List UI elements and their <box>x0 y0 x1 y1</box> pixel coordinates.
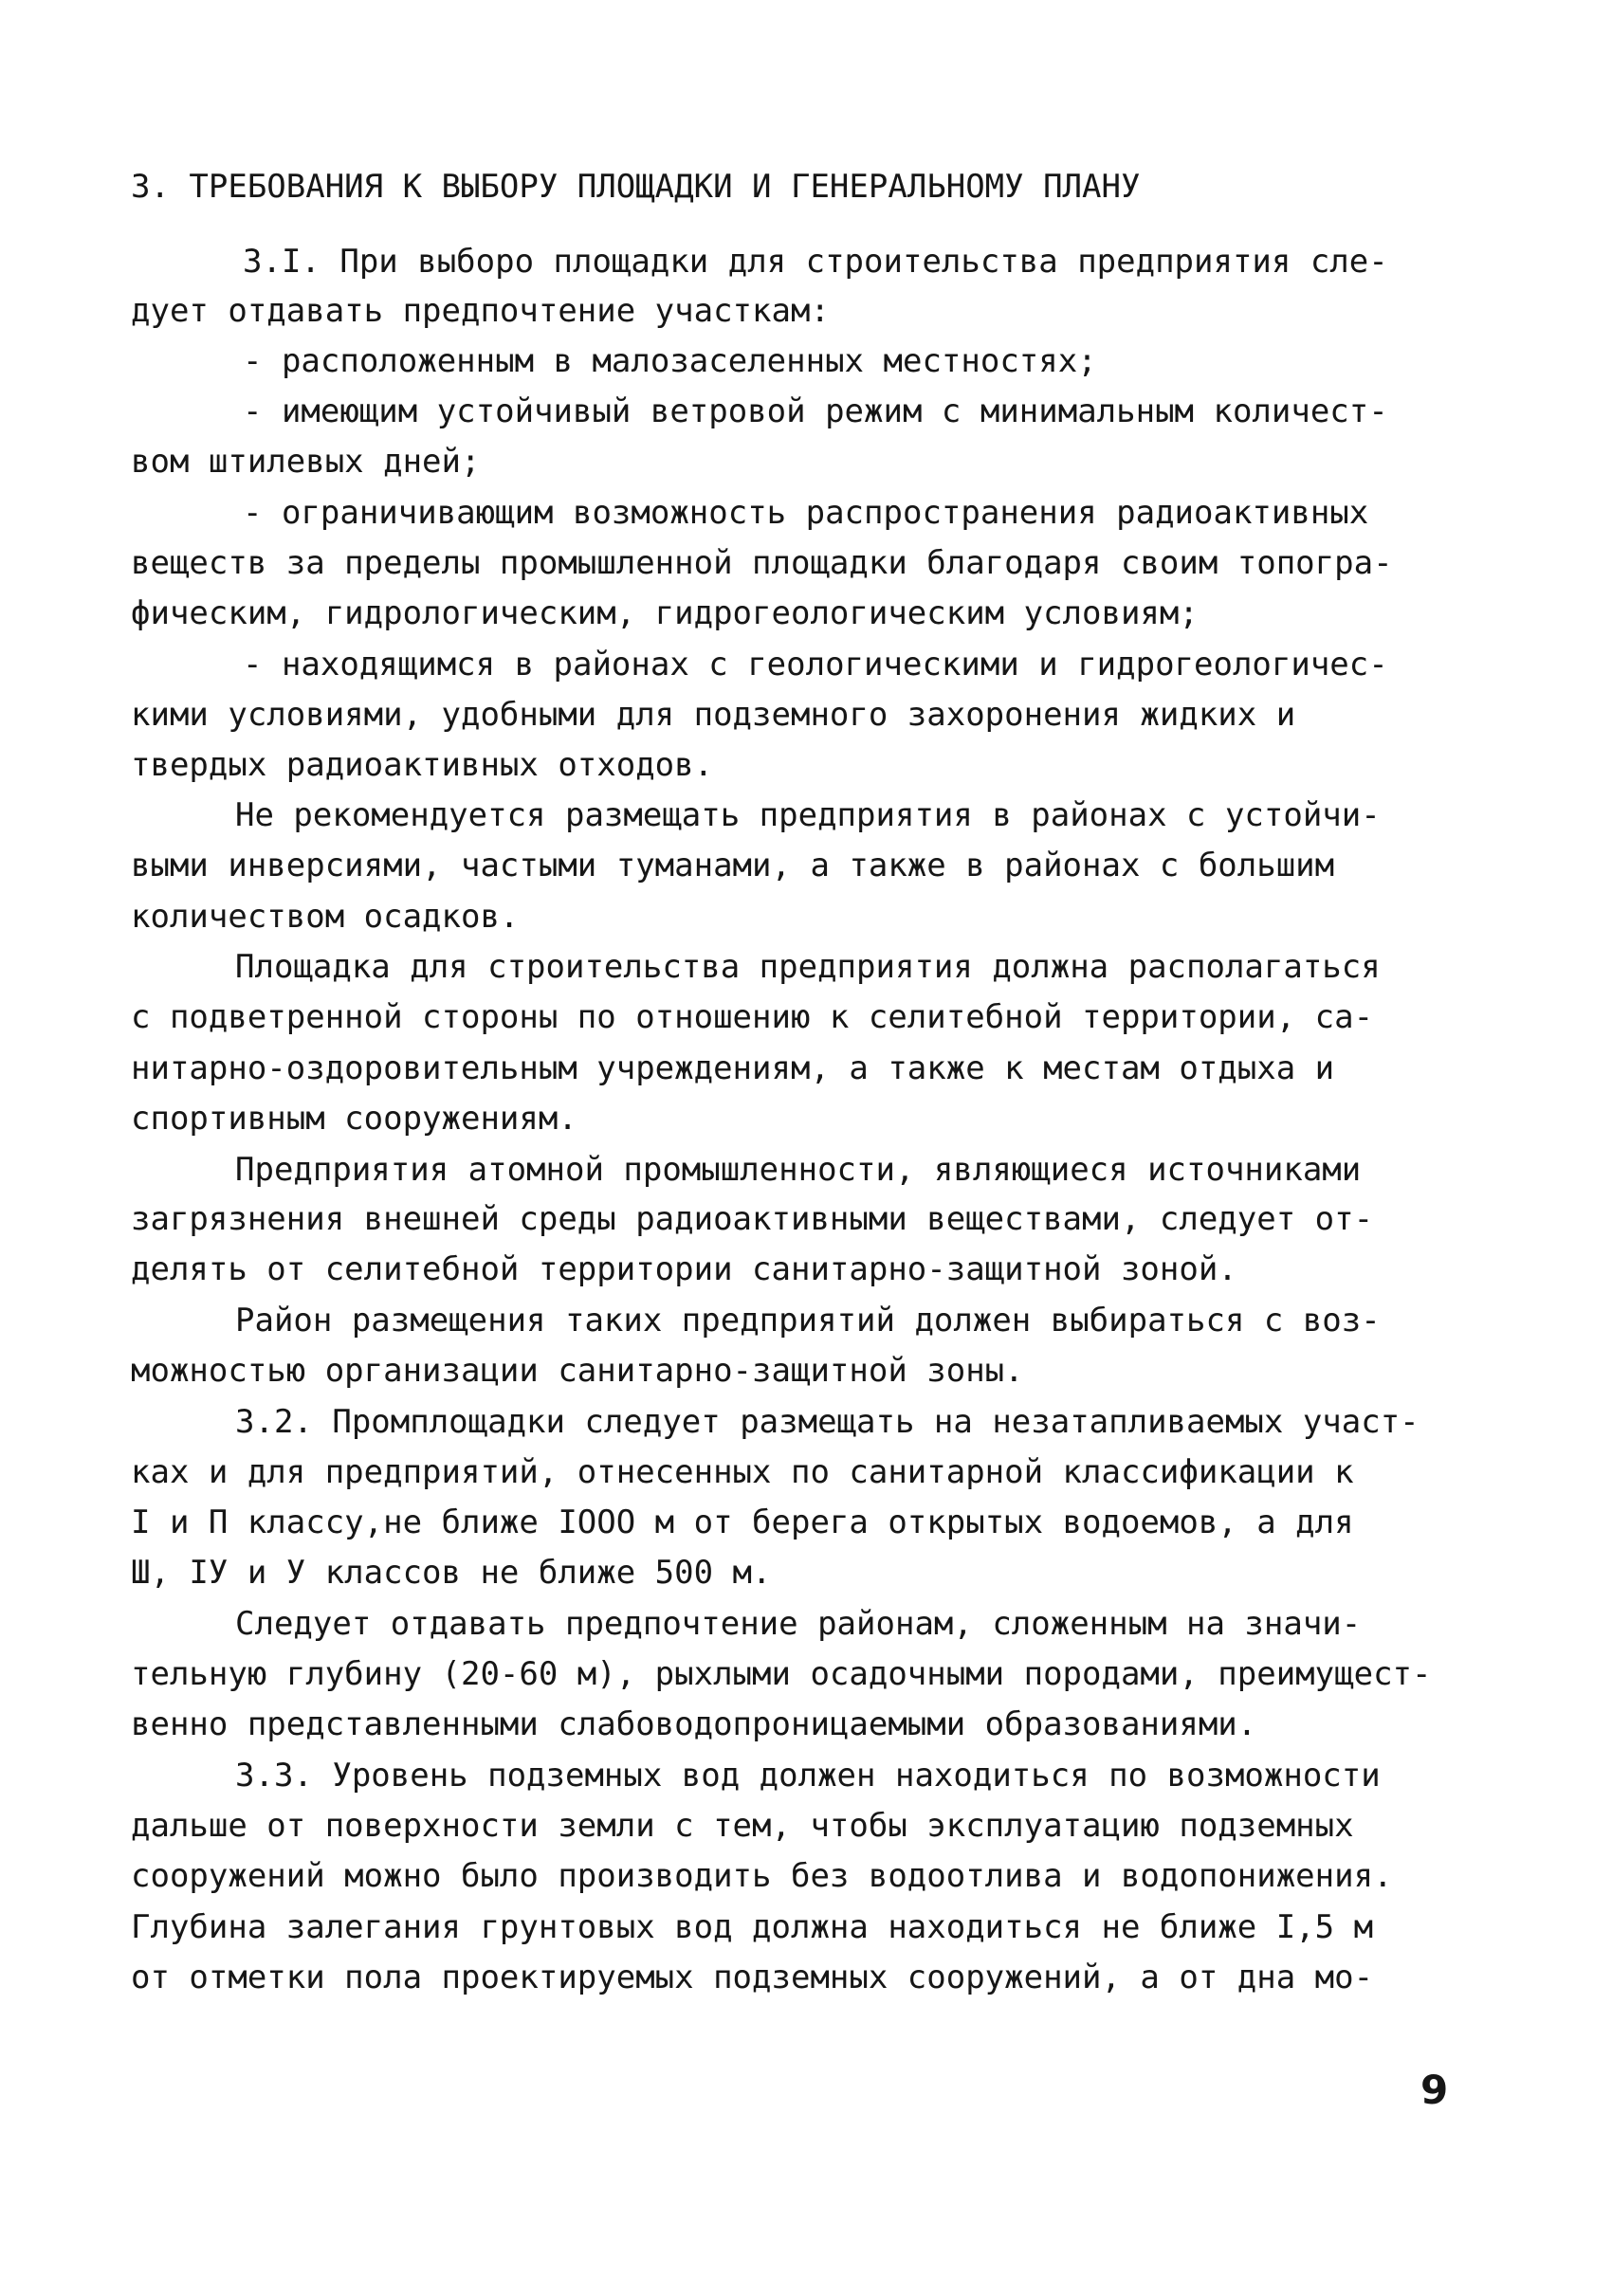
text-line: I и П классу,не ближе IOOO м от берега открытых водоемов, а для <box>131 1503 1354 1541</box>
text-line: тельную глубину (20-60 м), рыхлыми осадочными породами, преимущест- <box>131 1655 1432 1693</box>
text-line: Предприятия атомной промышленности, являющиеся источниками <box>235 1151 1362 1189</box>
text-line: с подветренной стороны по отношению к селитебной территории, са- <box>131 998 1374 1036</box>
text-line: Следует отдавать предпочтение районам, сложенным на значи- <box>235 1605 1362 1643</box>
text-line: ках и для предприятий, отнесенных по санитарной классификации к <box>131 1453 1354 1491</box>
text-line: нитарно-оздоровительным учреждениям, а также к местам отдыха и <box>131 1049 1335 1087</box>
text-line: Ш, IУ и У классов не ближе 500 м. <box>131 1554 772 1592</box>
text-line: - находящимся в районах с геологическими и гидрогеологичес- <box>243 646 1388 683</box>
section-heading: 3. ТРЕБОВАНИЯ К ВЫБОРУ ПЛОЩАДКИ И ГЕНЕРАЛЬНОМУ ПЛАНУ <box>131 168 1141 206</box>
text-line: дует отдавать предпочтение участкам: <box>131 292 830 330</box>
text-line: 3.2. Промплощадки следует размещать на незатапливаемых участ- <box>235 1403 1420 1441</box>
text-line: 3.I. При выборо площадки для строительства предприятия сле- <box>243 243 1388 281</box>
text-line: Не рекомендуется размещать предприятия в районах с устойчи- <box>235 796 1381 834</box>
text-line: фическим, гидрологическим, гидрогеологическим условиям; <box>131 594 1199 632</box>
text-line: Площадка для строительства предприятия должна располагаться <box>235 948 1381 986</box>
text-line: делять от селитебной территории санитарно-защитной зоной. <box>131 1250 1237 1288</box>
text-line: от отметки пола проектируемых подземных сооружений, а от дна мо- <box>131 1959 1374 1996</box>
text-line: количеством осадков. <box>131 898 520 936</box>
text-line: - имеющим устойчивый ветровой режим с минимальным количест- <box>243 392 1388 430</box>
text-line: кими условиями, удобными для подземного захоронения жидких и <box>131 696 1296 734</box>
text-line: веществ за пределы промышленной площадки благодаря своим топогра- <box>131 544 1393 582</box>
text-line: спортивным сооружениям. <box>131 1100 577 1138</box>
text-line: можностью организации санитарно-защитной зоны. <box>131 1352 1024 1390</box>
text-line: загрязнения внешней среды радиоактивными веществами, следует от- <box>131 1200 1374 1238</box>
text-line: твердых радиоактивных отходов. <box>131 746 714 784</box>
text-line: Район размещения таких предприятий должен выбираться с воз- <box>235 1302 1381 1339</box>
text-line: 3.3. Уровень подземных вод должен находиться по возможности <box>235 1757 1381 1795</box>
text-line: сооружений можно было производить без водоотлива и водопонижения. <box>131 1857 1393 1895</box>
page-number: 9 <box>1420 2067 1449 2113</box>
text-line: венно представленными слабоводопроницаемыми образованиями. <box>131 1705 1257 1743</box>
text-line: - расположенным в малозаселенных местностях; <box>243 342 1097 380</box>
text-line: дальше от поверхности земли с тем, чтобы эксплуатацию подземных <box>131 1807 1354 1845</box>
text-line: Глубина залегания грунтовых вод должна находиться не ближе I,5 м <box>131 1908 1374 1946</box>
text-line: вом штилевых дней; <box>131 443 481 481</box>
text-line: - ограничивающим возможность распространения радиоактивных <box>243 494 1369 532</box>
text-line: выми инверсиями, частыми туманами, а также в районах с большим <box>131 847 1335 884</box>
